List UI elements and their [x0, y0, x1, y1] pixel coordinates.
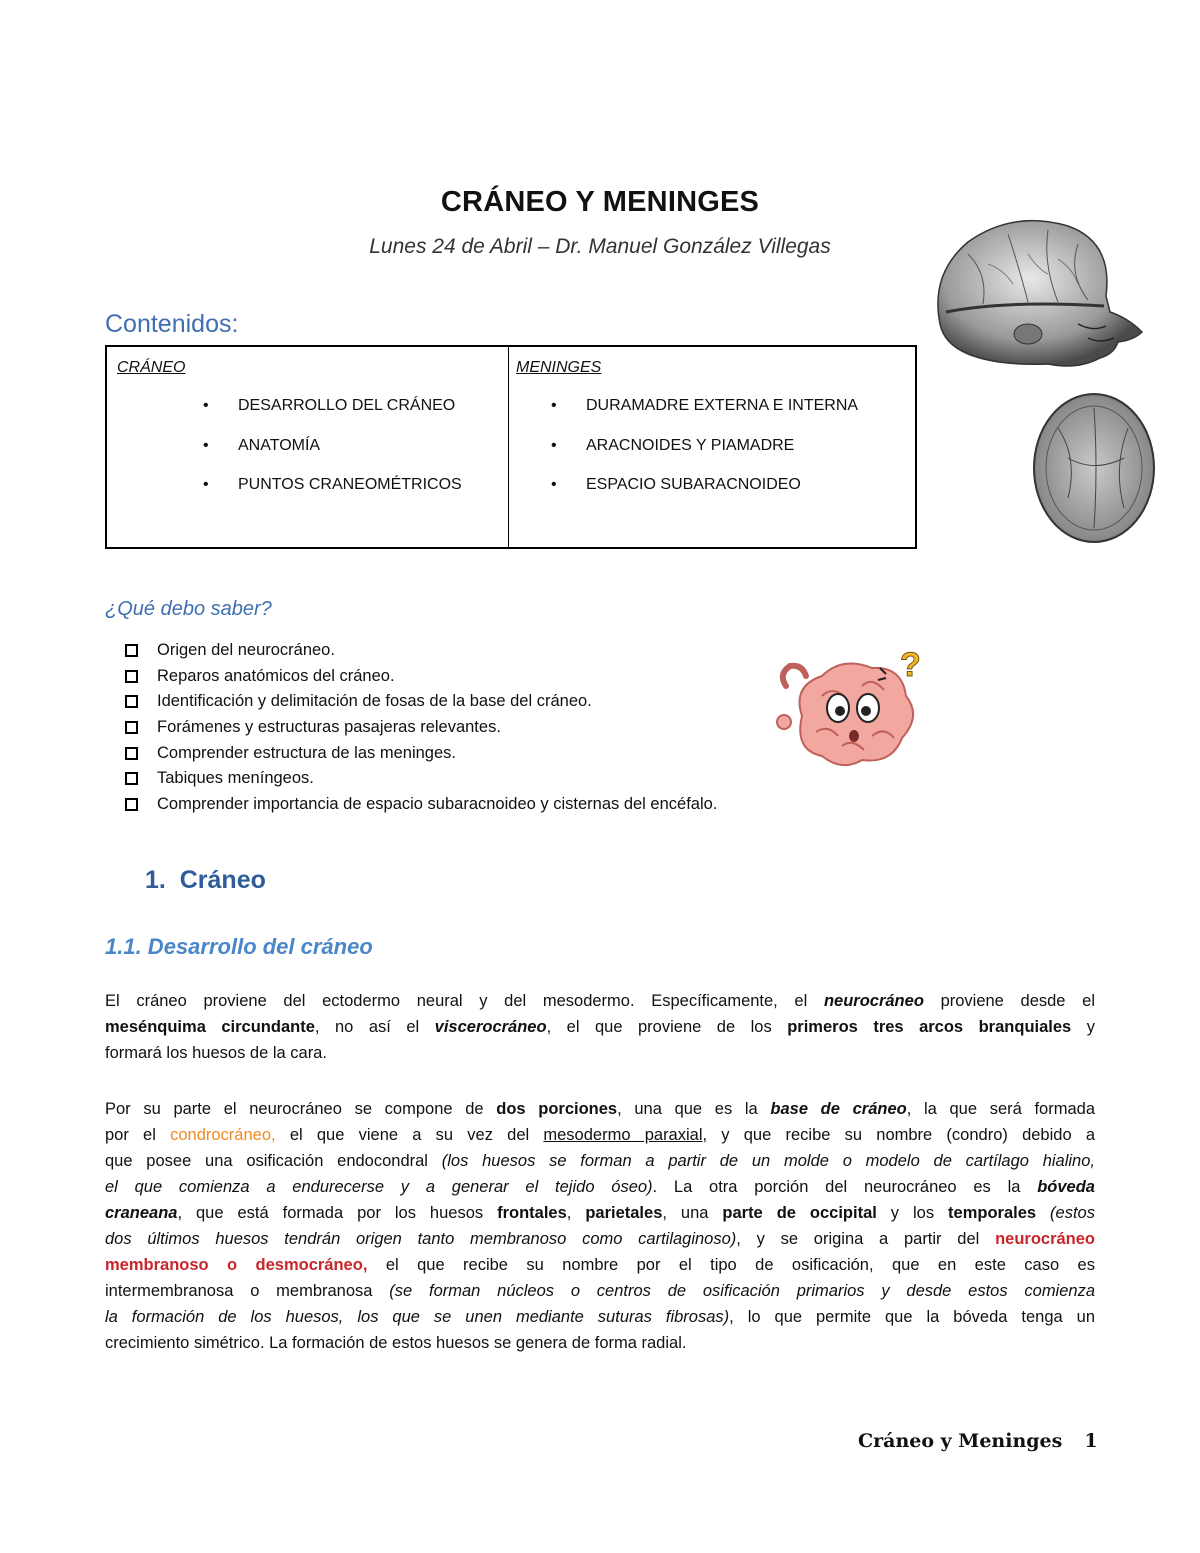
checklist-item [125, 689, 717, 715]
bullet-icon: • [551, 476, 557, 493]
text-run: , [566, 1204, 586, 1222]
italic-note: (los huesos se forman a partir de un molde o modelo de cartílago hialino, [427, 1152, 1095, 1170]
text-run: , y se origina a partir del [736, 1230, 996, 1248]
checklist-item-label: Identificación y delimitación de fosas de la base del cráneo. [157, 692, 592, 711]
italic-note: (se forman núcleos o centros de osificación primarios y desde estos comienza [372, 1282, 1096, 1300]
italic-note: dos últimos huesos tendrán origen tanto membranoso como cartilaginoso) [105, 1230, 737, 1248]
contents-column-meninges [509, 347, 915, 547]
contents-table [105, 345, 917, 549]
checklist-item-label: Comprender estructura de las meninges. [157, 743, 456, 762]
list-item [551, 437, 858, 477]
term: parietales [585, 1204, 663, 1222]
checklist-item-label: Comprender importancia de espacio subaracnoideo y cisternas del encéfalo. [157, 794, 718, 813]
italic-note: la formación de los huesos, los que se unen mediante suturas fibrosas) [105, 1308, 730, 1326]
contents-column-title: MENINGES [516, 359, 602, 376]
term: craneana [105, 1204, 178, 1222]
page-footer [858, 1430, 1098, 1452]
checklist-item [125, 638, 717, 664]
text-line [105, 1122, 1095, 1148]
what-to-know-heading: ¿Qué debo saber? [105, 598, 272, 620]
text-run: , no así el [314, 1018, 435, 1036]
text-line [105, 1096, 1095, 1122]
checklist-item [125, 740, 717, 766]
text-run: . La otra porción del neurocráneo es la [652, 1178, 1038, 1196]
bullet-icon: • [551, 397, 557, 414]
text-line [105, 1252, 1095, 1278]
text-run: y los [876, 1204, 949, 1222]
highlight-term: neurocráneo [995, 1230, 1096, 1248]
bullet-icon: • [551, 436, 557, 454]
list-item [551, 397, 858, 437]
text-run: , la que será formada [906, 1100, 1095, 1118]
text-line [105, 988, 1095, 1014]
term: parte de occipital [722, 1204, 877, 1222]
contents-heading: Contenidos: [105, 310, 239, 338]
checkbox-icon [125, 747, 138, 760]
term: base de cráneo [770, 1100, 907, 1118]
paragraph-1 [105, 988, 1095, 1066]
text-run: el que viene a su vez del [275, 1126, 544, 1144]
term: frontales [497, 1204, 567, 1222]
term: neurocráneo [823, 992, 924, 1010]
checkbox-icon [125, 695, 138, 708]
checkbox-icon [125, 670, 138, 683]
underlined-term: mesodermo paraxial [543, 1126, 703, 1144]
checkbox-icon [125, 798, 138, 811]
list-item-label: DESARROLLO DEL CRÁNEO [238, 397, 456, 414]
text-line [105, 1278, 1095, 1304]
document-title: CRÁNEO Y MENINGES [440, 186, 760, 218]
checklist-item-label: Forámenes y estructuras pasajeras relevantes. [157, 718, 501, 737]
bullet-icon: • [203, 476, 209, 493]
text-run: , una que es la [617, 1100, 771, 1118]
text-line [105, 1148, 1095, 1174]
text-line [105, 1174, 1095, 1200]
highlight-term: membranoso o desmocráneo, [105, 1256, 368, 1274]
italic-note: (estos [1036, 1204, 1095, 1222]
text-line [105, 1304, 1095, 1330]
checklist-item-label: Origen del neurocráneo. [157, 641, 335, 660]
highlight-term: condrocráneo, [170, 1126, 276, 1144]
skull-interior-illustration [1028, 388, 1158, 546]
contents-list [203, 397, 462, 516]
question-mark-icon: ? [900, 646, 921, 684]
page-number: 1 [1084, 1430, 1098, 1452]
bullet-icon: • [203, 436, 209, 454]
term: temporales [948, 1204, 1037, 1222]
text-run: y [1071, 1018, 1095, 1036]
checkbox-icon [125, 772, 138, 785]
text-run: El cráneo proviene del ectodermo neural y del mesodermo. Específicamente, el [105, 992, 824, 1010]
text-line [105, 1200, 1095, 1226]
list-item-label: DURAMADRE EXTERNA E INTERNA [586, 397, 859, 414]
footer-title: Cráneo y Meninges [858, 1430, 1063, 1452]
bullet-icon: • [203, 397, 209, 414]
italic-note: el que comienza a endurecerse y a generar el tejido óseo) [105, 1178, 653, 1196]
paragraph-2 [105, 1096, 1095, 1356]
list-item-label: ANATOMÍA [238, 436, 321, 454]
document-subtitle: Lunes 24 de Abril – Dr. Manuel González Villegas [369, 235, 831, 258]
learning-checklist [125, 638, 717, 817]
text-run: , lo que permite que la bóveda tenga un [729, 1308, 1095, 1326]
text-run: por el [105, 1126, 171, 1144]
list-item [203, 476, 462, 516]
list-item-label: ESPACIO SUBARACNOIDEO [586, 476, 801, 493]
text-line [105, 1014, 1095, 1040]
checklist-item-label: Tabiques meníngeos. [157, 769, 314, 788]
term: viscerocráneo [434, 1018, 547, 1036]
contents-list [551, 397, 858, 516]
text-run: , el que proviene de los [546, 1018, 788, 1036]
checkbox-icon [125, 644, 138, 657]
head-meninges-illustration [928, 214, 1150, 374]
text-line: formará los huesos de la cara. [105, 1044, 327, 1062]
subsection-heading: 1.1. Desarrollo del cráneo [105, 934, 373, 959]
list-item [203, 397, 462, 437]
list-item-label: PUNTOS CRANEOMÉTRICOS [238, 476, 462, 493]
term: mesénquima circundante [105, 1018, 315, 1036]
thinking-brain-illustration [772, 646, 934, 776]
term: dos porciones [496, 1100, 618, 1118]
checklist-item [125, 766, 717, 792]
checkbox-icon [125, 721, 138, 734]
text-run: Por su parte el neurocráneo se compone de [105, 1100, 497, 1118]
text-run: , y que recibe su nombre (condro) debido a [702, 1126, 1096, 1144]
checklist-item-label: Reparos anatómicos del cráneo. [157, 666, 395, 685]
text-run: , una [662, 1204, 723, 1222]
term: primeros tres arcos branquiales [787, 1018, 1072, 1036]
text-run: , que está formada por los huesos [177, 1204, 498, 1222]
text-run: que posee una [105, 1152, 247, 1170]
contents-column-craneo [107, 347, 509, 547]
list-item-label: ARACNOIDES Y PIAMADRE [586, 436, 795, 454]
text-run: el que recibe su nombre por el tipo de osificación, que en este caso es [367, 1256, 1095, 1274]
contents-column-title: CRÁNEO [117, 359, 186, 376]
checklist-item [125, 792, 717, 818]
section-heading: 1. Cráneo [145, 866, 266, 894]
text-line [105, 1226, 1095, 1252]
checklist-item [125, 664, 717, 690]
term: bóveda [1037, 1178, 1095, 1196]
text-run: proviene desde el [923, 992, 1095, 1010]
checklist-item [125, 715, 717, 741]
list-item [551, 476, 858, 516]
text-run: intermembranosa o membranosa [105, 1282, 373, 1300]
list-item [203, 437, 462, 477]
text-line: crecimiento simétrico. La formación de estos huesos se genera de forma radial. [105, 1334, 687, 1352]
text-run: osificación endocondral [246, 1152, 428, 1170]
